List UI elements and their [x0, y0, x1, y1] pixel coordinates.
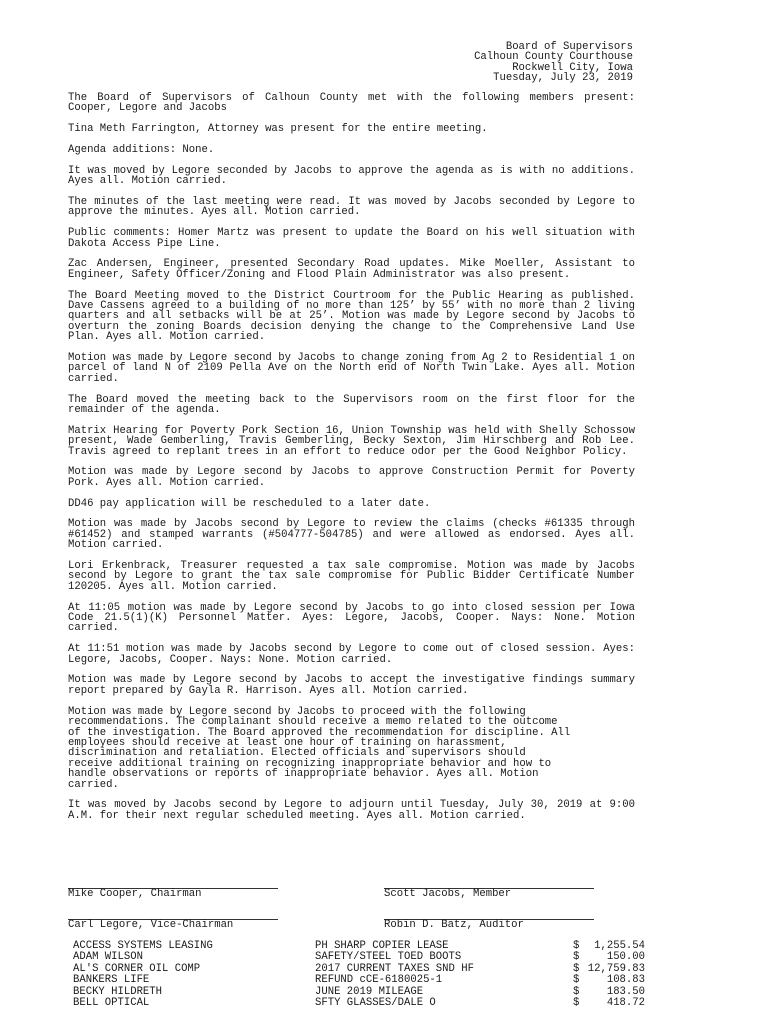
claim-currency: $	[573, 940, 580, 952]
signature-left	[68, 878, 278, 900]
claim-currency: $	[573, 985, 580, 998]
claim-description: 2017 CURRENT TAXES SND HF	[315, 962, 474, 975]
minutes-paragraph: The minutes of the last meeting were read. It was moved by Jacobs seconded by Legore to approve the minutes. Ayes all. Motion carried.	[68, 196, 635, 219]
claim-vendor: ADAM WILSON	[73, 951, 143, 964]
minutes-paragraph: The Board moved the meeting back to the Supervisors room on the first floor for the remainder of the agenda.	[68, 393, 635, 417]
claim-currency: $	[573, 951, 580, 964]
claim-amount: 183.50	[606, 985, 645, 998]
header-city: Rockwell City, Iowa	[512, 61, 633, 74]
signatory-name: Robin D. Batz, Auditor	[384, 919, 524, 931]
claim-row	[73, 998, 648, 1009]
minutes-paragraph: DD46 pay application will be rescheduled to a later date.	[68, 497, 431, 510]
claim-amount: 108.83	[606, 974, 645, 987]
minutes-paragraph: The Board Meeting moved to the District Courtroom for the Public Hearing as published. Dave Cassens agreed to a building of no more than 125’ by 55’ with no more than 2 living quarters and all setbacks will be at 25’. Motion was made by Legore second by Jacobs to overturn the zoning Boards decision denying the change to the Comprehensive Land Use Plan. Ayes all. Motion carried.	[68, 289, 635, 344]
minutes-paragraph: Tina Meth Farrington, Attorney was present for the entire meeting.	[68, 123, 488, 136]
minutes-paragraph: It was moved by Jacobs second by Legore to adjourn until Tuesday, July 30, 2019 at 9:00 A.M. for their next regular scheduled meeting. Ayes all. Motion carried.	[68, 799, 635, 822]
document-header	[474, 42, 633, 84]
signatory-name: Mike Cooper, Chairman	[68, 888, 202, 900]
claim-amount: 12,759.83	[587, 962, 645, 975]
minutes-paragraph: Motion was made by Legore second by Jacobs to accept the investigative findings summary report prepared by Gayla R. Harrison. Ayes all. Motion carried.	[68, 674, 635, 697]
header-date: Tuesday, July 23, 2019	[493, 72, 633, 85]
signature-block	[68, 878, 635, 940]
minutes-paragraph: The Board of Supervisors of Calhoun County met with the following members present: Cooper, Legore and Jacobs	[68, 92, 635, 115]
minutes-paragraph: Motion was made by Legore second by Jacobs to change zoning from Ag 2 to Residential 1 on parcel of land N of 2109 Pella Ave on the North end of North Twin Lake. Ayes all. Motion carried.	[68, 352, 635, 385]
minutes-paragraph: At 11:05 motion was made by Legore second by Jacobs to go into closed session per Iowa Code 21.5(1)(K) Personnel Matter. Ayes: Legore, Jacobs, Cooper. Nays: None. Motion carried.	[68, 601, 635, 635]
minutes-paragraph: Zac Andersen, Engineer, presented Secondary Road updates. Mike Moeller, Assistant to Engineer, Safety Officer/Zoning and Flood Plain Administrator was also present.	[68, 258, 635, 281]
signature-row	[68, 909, 635, 940]
signature-right	[384, 878, 594, 900]
minutes-paragraph: Matrix Hearing for Poverty Pork Section 16, Union Township was held with Shelly Schossow present, Wade Gemberling, Travis Gemberling, Becky Sexton, Jim Hirschberg and Rob Lee. Travis agreed to replant trees in an effort to reduce odor per the Good Neighbor Policy.	[68, 424, 635, 458]
claims-list	[73, 941, 648, 1009]
claim-description: SAFETY/STEEL TOED BOOTS	[315, 951, 462, 964]
claim-vendor: AL'S CORNER OIL COMP	[73, 962, 201, 975]
claim-description: REFUND cCE-6180025-1	[315, 974, 443, 987]
claim-amount: 150.00	[606, 951, 645, 964]
minutes-paragraph: Motion was made by Jacobs second by Legore to review the claims (checks #61335 through #61452) and stamped warrants (#504777-504785) and were allowed as endorsed. Ayes all. Motion carried.	[68, 518, 635, 552]
claim-row	[73, 975, 648, 986]
claim-vendor: BECKY HILDRETH	[73, 985, 163, 998]
minutes-paragraph: Public comments: Homer Martz was present to update the Board on his well situation with Dakota Access Pipe Line.	[68, 227, 635, 250]
claim-description: JUNE 2019 MILEAGE	[315, 985, 424, 998]
minutes-paragraph: Motion was made by Legore second by Jacobs to approve Construction Permit for Poverty Pork. Ayes all. Motion carried.	[68, 466, 635, 489]
claim-currency: $	[573, 996, 580, 1009]
claim-vendor: ACCESS SYSTEMS LEASING	[73, 940, 213, 952]
signature-left	[68, 909, 278, 931]
signature-right	[384, 909, 594, 931]
minutes-paragraph: Agenda additions: None.	[68, 144, 215, 156]
claim-currency: $	[573, 974, 580, 987]
claim-amount: 1,255.54	[594, 940, 645, 952]
minutes-body	[68, 93, 635, 832]
header-courthouse: Calhoun County Courthouse	[474, 51, 633, 64]
signatory-name: Scott Jacobs, Member	[384, 888, 512, 900]
header-board: Board of Supervisors	[505, 41, 633, 53]
claim-vendor: BANKERS LIFE	[73, 974, 150, 987]
minutes-paragraph: At 11:51 motion was made by Jacobs second by Legore to come out of closed session. Ayes: Legore, Jacobs, Cooper. Nays: None. Motion carried.	[68, 643, 635, 666]
claim-description: SFTY GLASSES/DALE O	[315, 996, 436, 1009]
signatory-name: Carl Legore, Vice-Chairman	[68, 919, 234, 931]
claim-amount: 418.72	[606, 996, 645, 1009]
claim-description: PH SHARP COPIER LEASE	[315, 940, 449, 952]
minutes-paragraph: Lori Erkenbrack, Treasurer requested a tax sale compromise. Motion was made by Jacobs second by Legore to grant the tax sale compromise for Public Bidder Certificate Number 120205. Ayes all. Motion carried.	[68, 560, 635, 593]
claim-currency: $	[573, 962, 580, 975]
claim-vendor: BELL OPTICAL	[73, 996, 150, 1009]
minutes-paragraph: Motion was made by Legore second by Jacobs to proceed with the following recommendations. The complainant should receive a memo related to the outcome of the investigation. The Board approved the recommendation for discipline. All employees should receive at least one hour of training on harassment, discrimination and retaliation. Elected officials and supervisors should receive additional training on recognizing inappropriate behavior and how to handle observations or reports of inappropriate behavior. Ayes all. Motion carried.	[68, 705, 571, 791]
minutes-paragraph: It was moved by Legore seconded by Jacobs to approve the agenda as is with no additions. Ayes all. Motion carried.	[68, 164, 635, 188]
signature-row	[68, 878, 635, 909]
